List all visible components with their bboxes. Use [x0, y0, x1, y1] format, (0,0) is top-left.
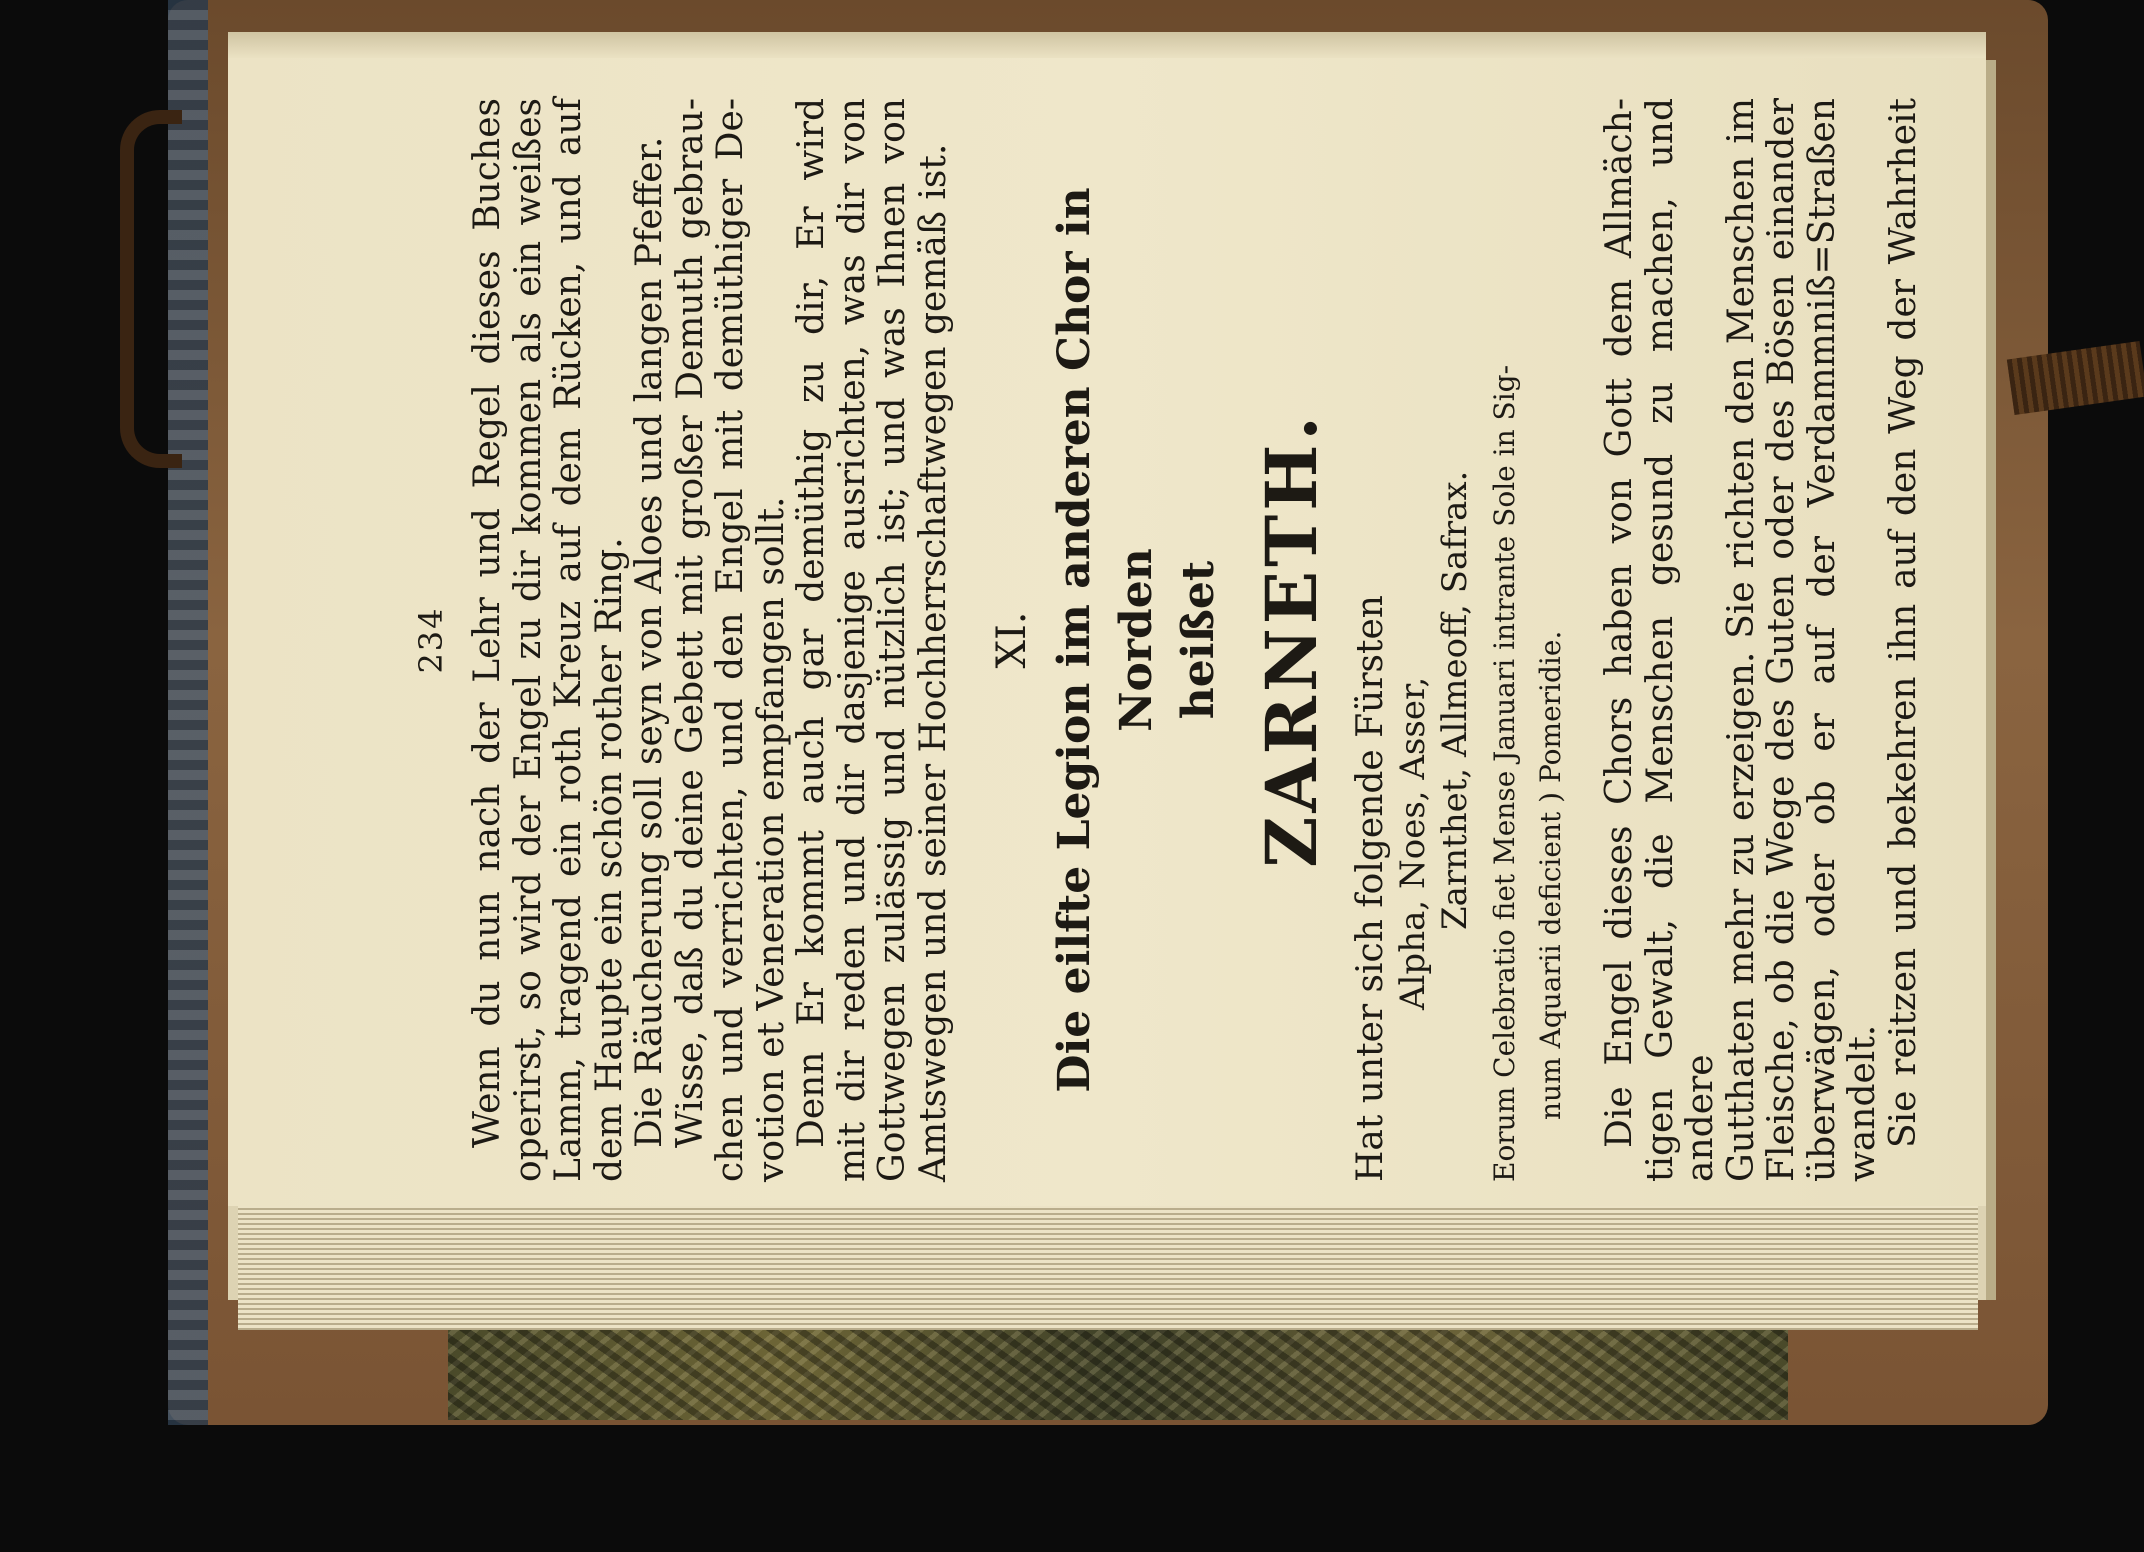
paragraph-3-cont	[711, 90, 792, 1190]
paragraph-3	[671, 90, 712, 1190]
names-line: Zarnthet, Allmeoff, Safrax.	[1435, 470, 1475, 930]
text-line: Gottwegen zulässig und nützlich ist; und was Ihnen von	[872, 98, 913, 1182]
text-line: Amtswegen und seiner Hochherrschaftwegen gemäß ist.	[912, 143, 954, 1182]
text-line: überwägen, oder ob er auf der Verdammniß=Straßen wandelt.	[1801, 98, 1883, 1182]
heading-line: Die eilfte Legion im anderen Chor in Norden	[1049, 187, 1162, 1093]
latin-note	[1482, 90, 1574, 1190]
page-text	[412, 90, 1932, 1190]
section-heading	[1044, 90, 1230, 1190]
text-line: Die Engel dieses Chors haben von Gott dem Allmäch-	[1599, 98, 1640, 1148]
page-stack-edges	[238, 1200, 1978, 1330]
text-line: Die Räucherung soll seyn von Aloes und langen Pfeffer.	[629, 136, 670, 1148]
paragraph-4-cont	[833, 90, 955, 1190]
paragraph-6	[1884, 90, 1925, 1190]
text-line: Lamm, tragend ein roth Kreuz auf dem Rücken, und auf	[548, 98, 589, 1182]
text-line: operirst, so wird der Engel zu dir kommen als ein weißes	[507, 98, 549, 1182]
latin-line: Eorum Celebratio fiet Mense Januari intrante Sole in Sig-	[1488, 364, 1521, 1182]
paragraph-4	[792, 90, 833, 1190]
text-line: Denn Er kommt auch gar demüthig zu dir, Er wird	[791, 98, 832, 1148]
text-line: Fleische, ob die Wege des Guten oder des Bösen einander	[1761, 98, 1802, 1182]
paragraph-5	[1600, 90, 1641, 1190]
page-number: 234	[412, 606, 450, 674]
paragraph-2	[630, 90, 671, 1190]
text-line: Wenn du nun nach der Lehr und Regel dieses Buches	[467, 98, 508, 1148]
text-line: Gutthaten mehr zu erzeigen. Sie richten den Menschen im	[1720, 98, 1762, 1182]
text-line: Sie reitzen und bekehren ihn auf den Weg der Wahrheit	[1882, 98, 1924, 1148]
text-line: Wisse, daß du deine Gebett mit großer Demuth gebrau-	[669, 98, 711, 1148]
section-number: XI.	[989, 611, 1035, 669]
paragraph-1-cont	[509, 90, 631, 1190]
text-line: votion et Veneration empfangen sollt.	[750, 496, 792, 1182]
ribbon-bookmark-loop	[120, 110, 182, 468]
marbled-page-edge	[448, 1328, 1788, 1420]
text-line: tigen Gewalt, die Menschen gesund zu machen, und andere	[1639, 98, 1721, 1182]
names-line: Alpha, Noes, Asser,	[1393, 676, 1433, 1010]
latin-line: num Aquarii deficient ) Pomeridie.	[1534, 630, 1567, 1120]
text-line: mit dir reden und dir dasjenige ausrichten, was dir von	[831, 98, 873, 1182]
text-line: chen und verrichten, und den Engel mit demüthiger De-	[710, 98, 751, 1182]
paragraph-1	[468, 90, 509, 1190]
page-title: ZARNETH.	[1250, 412, 1333, 868]
text-line: dem Haupte ein schön rother Ring.	[588, 537, 630, 1182]
intro-line: Hat unter sich folgende Fürsten	[1350, 595, 1391, 1182]
paragraph-5-cont	[1641, 90, 1884, 1190]
heading-line: heißet	[1173, 560, 1224, 720]
